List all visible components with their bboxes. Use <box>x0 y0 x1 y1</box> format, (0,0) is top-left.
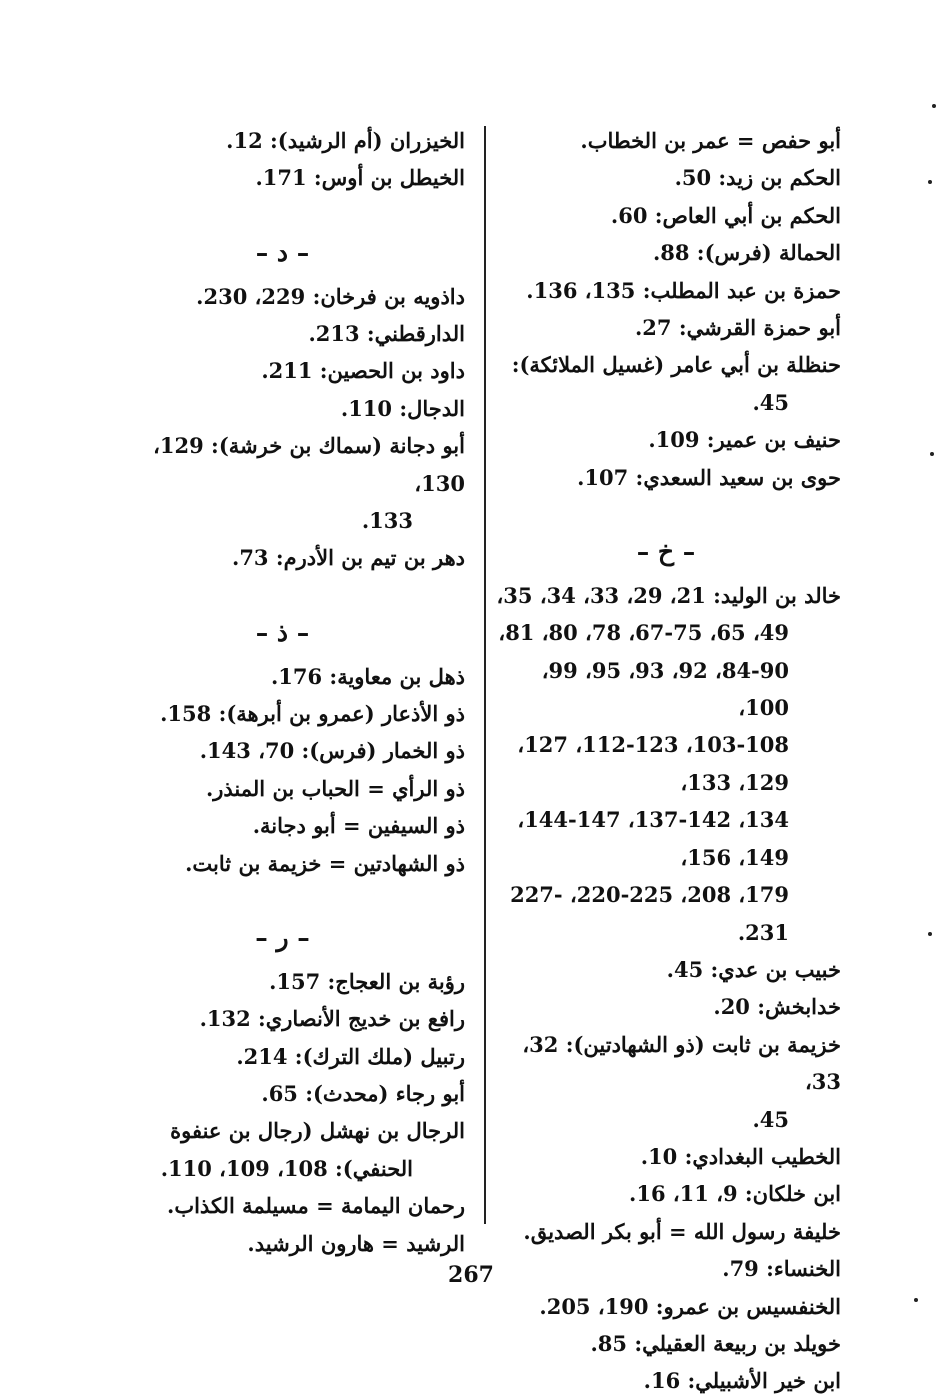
index-entry: ذو الأذعار (عمرو بن أبرهة): 158. <box>160 701 465 727</box>
index-entry: ذهل بن معاوية: 176. <box>270 663 465 689</box>
entry-line: خزيمة بن ثابت (ذو الشهادتين): 32، 33، <box>522 1031 841 1095</box>
index-entry: ذو الشهادتين = خزيمة بن ثابت. <box>185 850 465 876</box>
letter-heading-ra: – ر – <box>255 923 310 953</box>
index-entry-khalid-line: 49، 65، 67-75، 78، 80، 81، <box>498 620 789 646</box>
page-number: 267 <box>448 1262 494 1288</box>
letter-heading-kha: – خ – <box>636 537 696 567</box>
scan-speck <box>928 932 932 936</box>
index-entry: الدجال: 110. <box>340 395 465 421</box>
scan-speck <box>930 452 934 456</box>
column-divider <box>484 126 486 1224</box>
section-gap <box>491 496 841 533</box>
index-entry: حنيف بن عمير: 109. <box>648 427 841 453</box>
index-column-right <box>491 122 841 1400</box>
index-entry: رتبيل (ملك الترك): 214. <box>236 1043 465 1069</box>
section-gap <box>100 197 465 234</box>
index-entry-khalid-line: 134، 137-142، 144-147، 149، 156، <box>517 807 789 870</box>
index-entry: دهر بن تيم بن الأدرم: 73. <box>232 545 465 571</box>
index-entry: ذو الرأي = الحباب بن المنذر. <box>205 775 465 801</box>
section-gap <box>100 577 465 614</box>
entry-continuation: 45. <box>752 1106 789 1132</box>
index-entry-khuzayma <box>491 1026 841 1138</box>
index-entry: أبو حفص = عمر بن الخطاب. <box>580 128 841 153</box>
index-entry: حوى بن سعيد السعدي: 107. <box>577 464 841 490</box>
index-entry: ابن خلكان: 9، 11، 16. <box>629 1181 841 1207</box>
index-entry: حمزة بن عبد المطلب: 135، 136. <box>526 277 841 303</box>
index-entry: خويلد بن ربيعة العقيلي: 85. <box>590 1330 841 1356</box>
entry-line: أبو دجانة (سماك بن خرشة): 129، 130، <box>153 433 465 496</box>
index-entry-khalid-line: 179، 208، 220-225، 227-231. <box>510 882 789 945</box>
index-entry: الرشيد = هارون الرشيد. <box>247 1230 465 1256</box>
index-entry-khalid-line: 84-90، 92، 93، 95، 99، 100، <box>541 657 789 721</box>
index-entry: داذويه بن فرخان: 229، 230. <box>196 283 465 309</box>
index-entry-abu-dujana <box>100 427 465 539</box>
index-entry: الحكم بن زيد: 50. <box>674 165 841 191</box>
scan-speck <box>928 180 932 184</box>
index-entry: خليفة رسول الله = أبو بكر الصديق. <box>523 1218 841 1244</box>
entry-line: حنظلة بن أبي عامر (غسيل الملائكة): <box>511 352 841 378</box>
index-column-left <box>100 122 465 1262</box>
section-gap <box>100 882 465 919</box>
index-entry-khalid-line: 103-108، 112-123، 127، 129، 133، <box>517 732 789 795</box>
index-entry: ذو السيفين = أبو دجانة. <box>252 813 465 839</box>
letter-heading-dhal: – ذ – <box>255 618 310 648</box>
index-entry: الخيزران (أم الرشيد): 12. <box>226 128 465 153</box>
index-entry-rijal <box>100 1112 465 1187</box>
index-entry: الخطيب البغدادي: 10. <box>640 1143 841 1169</box>
index-entry: خبيب بن عدي: 45. <box>666 956 841 982</box>
scan-speck <box>914 1298 918 1302</box>
index-entry: الدارقطني: 213. <box>308 321 465 346</box>
entry-continuation: 133. <box>361 508 413 534</box>
index-entry: ابن خير الأشبيلي: 16. <box>643 1368 841 1394</box>
index-entry: ذو الخمار (فرس): 70، 143. <box>199 738 465 764</box>
index-entry: الخنساء: 79. <box>722 1256 841 1282</box>
index-entry: الحكم بن أبي العاص: 60. <box>610 202 841 228</box>
letter-heading-dal: – د – <box>255 238 310 268</box>
index-entry: رحمان اليمامة = مسيلمة الكذاب. <box>167 1193 465 1219</box>
index-entry: داود بن الحصين: 211. <box>261 358 465 384</box>
index-entry: خدابخش: 20. <box>713 994 841 1020</box>
index-entry: رافع بن خديج الأنصاري: 132. <box>199 1006 465 1032</box>
index-entry: أبو حمزة القرشي: 27. <box>634 315 841 341</box>
index-entry: الخيطل بن أوس: 171. <box>255 165 465 191</box>
index-entry: أبو رجاء (محدث): 65. <box>261 1081 465 1107</box>
entry-continuation: الحنفي): 108، 109، 110. <box>160 1155 413 1181</box>
index-entry-khalid-line: خالد بن الوليد: 21، 29، 33، 34، 35، <box>496 582 841 608</box>
index-entry-hanzala <box>491 346 841 421</box>
index-entry: الحمالة (فرس): 88. <box>652 240 841 266</box>
entry-line: الرجال بن نهشل (رجال بن عنفوة <box>170 1118 465 1144</box>
index-entry: رؤبة بن العجاج: 157. <box>269 968 465 994</box>
entry-continuation: 45. <box>752 389 789 415</box>
scan-speck <box>932 104 936 108</box>
index-entry: الخنفسيس بن عمرو: 190، 205. <box>539 1293 841 1319</box>
